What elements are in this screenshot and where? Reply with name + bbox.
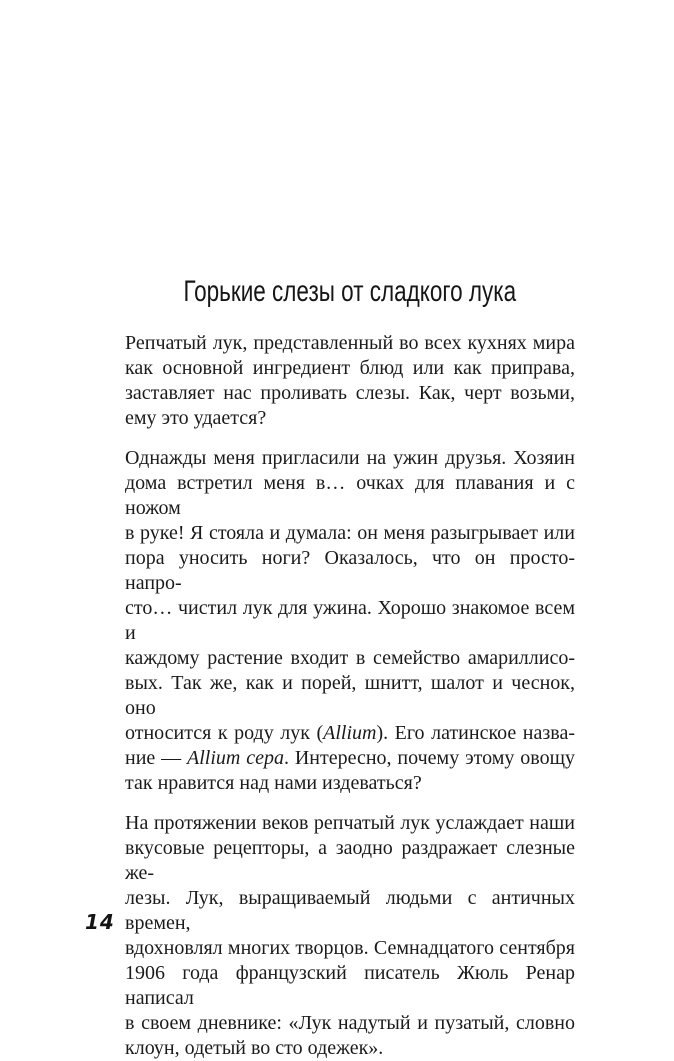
text-segment: . Интересно, почему этому овощу: [283, 747, 575, 769]
text-segment: в своем дневнике: «Лук надутый и пузатый, словно: [125, 1012, 575, 1034]
text-segment: вдохновлял многих творцов. Семнадцатого сентября: [125, 937, 575, 959]
text-line: [125, 1036, 575, 1061]
text-segment: 1906 года французский писатель Жюль Ренар написал: [125, 962, 575, 1009]
latin-term-italic: Allium: [323, 722, 377, 744]
text-line: [125, 381, 575, 406]
text-line: [125, 961, 575, 1011]
text-line: [125, 646, 575, 671]
text-segment: Однажды меня пригласили на ужин друзья. Хозяин: [125, 447, 575, 469]
text-line: [125, 1011, 575, 1036]
text-block: [125, 331, 575, 1061]
text-line: [125, 671, 575, 721]
text-segment: относится к роду лук (: [125, 722, 324, 744]
paragraph: [125, 811, 575, 1061]
text-segment: ему это удается?: [125, 407, 267, 429]
text-segment: в руке! Я стояла и думала: он меня разыгрывает или: [125, 522, 575, 544]
text-segment: так нравится над нами издеваться?: [125, 772, 422, 794]
text-segment: как основной ингредиент блюд или как приправа,: [125, 357, 575, 379]
latin-term-italic: Allium cepa: [187, 747, 284, 769]
text-line: [125, 596, 575, 646]
text-segment: дома встретил меня в… очках для плавания и с ножом: [125, 472, 575, 519]
page-number: 14: [85, 910, 115, 934]
text-segment: вкусовые рецепторы, а заодно раздражает слезные же-: [125, 837, 575, 884]
text-segment: Репчатый лук, представленный во всех кухнях мира: [125, 332, 575, 354]
text-line: [125, 771, 575, 796]
text-line: [125, 331, 575, 356]
text-segment: ). Его латинское назва-: [376, 722, 575, 744]
chapter-title: Горькие слезы от сладкого лука: [183, 275, 517, 308]
paragraph: [125, 446, 575, 796]
text-segment: клоун, одетый во сто одежек».: [125, 1037, 384, 1059]
text-line: [125, 521, 575, 546]
text-segment: каждому растение входит в семейство амариллисо-: [125, 647, 575, 669]
text-line: [125, 936, 575, 961]
text-line: [125, 836, 575, 886]
text-line: [125, 471, 575, 521]
chapter-title-wrap: [125, 277, 575, 307]
text-segment: вых. Так же, как и порей, шнитт, шалот и чеснок, оно: [125, 672, 575, 719]
text-segment: пора уносить ноги? Оказалось, что он просто-напро-: [125, 547, 575, 594]
text-segment: лезы. Лук, выращиваемый людьми с античных времен,: [125, 887, 575, 934]
text-line: [125, 406, 575, 431]
text-line: [125, 356, 575, 381]
text-line: [125, 886, 575, 936]
text-line: [125, 721, 575, 746]
text-segment: На протяжении веков репчатый лук услаждает наши: [125, 812, 575, 834]
paragraph: [125, 331, 575, 431]
text-segment: заставляет нас проливать слезы. Как, черт возьми,: [125, 382, 575, 404]
text-line: [125, 746, 575, 771]
text-line: [125, 811, 575, 836]
text-segment: сто… чистил лук для ужина. Хорошо знакомое всем и: [125, 597, 575, 644]
text-line: [125, 446, 575, 471]
text-line: [125, 546, 575, 596]
text-segment: ние —: [125, 747, 188, 769]
